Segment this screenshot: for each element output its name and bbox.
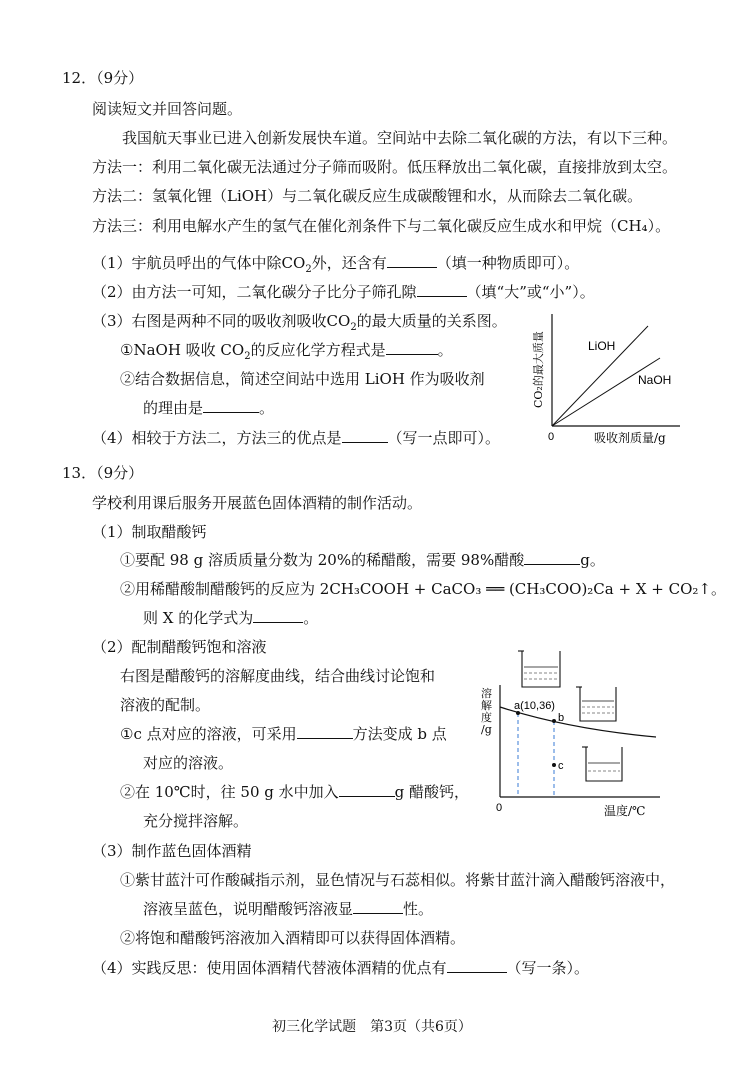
x-axis-label: 温度/℃ xyxy=(604,804,646,818)
q13-part3-2: ②将饱和醋酸钙溶液加入酒精即可以获得固体酒精。 xyxy=(120,929,466,947)
answer-blank[interactable] xyxy=(297,724,353,739)
q13-part3: （3）制作蓝色固体酒精 xyxy=(92,842,252,860)
q13-part2-1: ①c 点对应的溶液，可采用 方法变成 b 点 xyxy=(120,725,447,743)
q13-part2-2c: 充分搅拌溶解。 xyxy=(143,812,249,830)
answer-blank[interactable] xyxy=(524,550,580,565)
q12-sub3-1: ①NaOH 吸收 $CO_2$的反应化学方程式是 。 xyxy=(120,341,453,362)
y-axis-label-1: 溶 xyxy=(481,687,492,700)
naoh-line xyxy=(552,358,660,426)
beaker-icon xyxy=(582,747,622,781)
answer-blank[interactable] xyxy=(386,340,438,355)
q13-intro: 学校利用课后服务开展蓝色固体酒精的制作活动。 xyxy=(92,494,423,512)
answer-blank[interactable] xyxy=(417,282,467,297)
answer-blank[interactable] xyxy=(342,428,388,443)
q12-sub3: （3）右图是两种不同的吸收剂吸收$CO_2$的最大质量的关系图。 xyxy=(92,312,507,333)
q13-part1-2b: 则 X 的化学式为 。 xyxy=(143,609,319,627)
y-axis-label-4: /g xyxy=(481,723,492,736)
naoh-label: NaOH xyxy=(638,373,672,387)
q12-sub3-2b: 的理由是 。 xyxy=(143,399,275,417)
origin-label: 0 xyxy=(548,431,555,443)
q13-number: 13．（9分） xyxy=(62,464,144,482)
q13-part2-1c: 对应的溶液。 xyxy=(143,754,234,772)
q13-part3-1: ①紫甘蓝汁可作酸碱指示剂，显色情况与石蕊相似。将紫甘蓝汁滴入醋酸钙溶液中， xyxy=(120,871,676,889)
q13-part1-1: ①要配 98 g 溶质质量分数为 20%的稀醋酸，需要 98%醋酸 g。 xyxy=(120,551,605,569)
x-axis-label: 吸收剂质量/g xyxy=(594,431,666,445)
q12-intro: 阅读短文并回答问题。 xyxy=(92,100,243,118)
y-axis-label-2: 解 xyxy=(481,699,492,712)
y-axis-label: CO₂的最大质量 xyxy=(532,331,545,408)
answer-blank[interactable] xyxy=(339,782,395,797)
q12-method-1: 方法一：利用二氧化碳无法通过分子筛而吸附。低压释放出二氧化碳，直接排放到太空。 xyxy=(92,158,678,176)
q13-part2-text1: 右图是醋酸钙的溶解度曲线，结合曲线讨论饱和 xyxy=(120,667,436,685)
answer-blank[interactable] xyxy=(253,608,303,623)
q13-part1-2: ②用稀醋酸制醋酸钙的反应为 2CH₃COOH + CaCO₃ ══ (CH₃COO)₂Ca + X + CO₂↑。 xyxy=(120,580,726,598)
q12-method-3: 方法三：利用电解水产生的氢气在催化剂条件下与二氧化碳反应生成水和甲烷（CH₄）。 xyxy=(92,217,671,235)
point-b xyxy=(552,719,556,723)
q13-part4: （4）实践反思：使用固体酒精代替液体酒精的优点有 （写一条）。 xyxy=(92,959,590,977)
answer-blank[interactable] xyxy=(203,398,259,413)
answer-blank[interactable] xyxy=(447,958,507,973)
point-a-label: a(10,36) xyxy=(514,700,555,712)
q13-part3-1b: 溶液呈蓝色，说明醋酸钙溶液显 性。 xyxy=(143,900,434,918)
q12-passage: 我国航天事业已进入创新发展快车道。空间站中去除二氧化碳的方法，有以下三种。 xyxy=(122,129,678,147)
y-axis-label-3: 度 xyxy=(481,711,492,724)
absorbent-chart xyxy=(520,308,690,450)
q12-number: 12．（9分） xyxy=(62,69,144,87)
point-b-label: b xyxy=(558,712,565,724)
beaker-icon xyxy=(576,687,616,721)
q13-part2-text2: 溶液的配制。 xyxy=(120,696,211,714)
solubility-chart xyxy=(478,645,684,825)
point-c-label: c xyxy=(558,760,564,772)
page-footer: 初三化学试题 第3页（共6页） xyxy=(272,1019,472,1035)
point-c xyxy=(552,763,556,767)
q12-method-2: 方法二：氢氧化锂（LiOH）与二氧化碳反应生成碳酸锂和水，从而除去二氧化碳。 xyxy=(92,187,643,205)
q12-sub4: （4）相较于方法二，方法三的优点是 （写一点即可）。 xyxy=(92,429,501,447)
answer-blank[interactable] xyxy=(353,899,403,914)
q12-sub3-2: ②结合数据信息，简述空间站中选用 LiOH 作为吸收剂 xyxy=(120,370,485,388)
origin-label: 0 xyxy=(496,802,503,814)
beaker-icon xyxy=(518,651,560,687)
answer-blank[interactable] xyxy=(387,253,437,268)
lioh-label: LiOH xyxy=(588,339,616,353)
q12-sub1: （1）宇航员呼出的气体中除$CO_2$外，还含有 （填一种物质即可）。 xyxy=(92,254,580,275)
q13-part1: （1）制取醋酸钙 xyxy=(92,523,207,541)
q12-sub2: （2）由方法一可知，二氧化碳分子比分子筛孔隙 （填“大”或“小”）。 xyxy=(92,283,595,301)
q13-part2-2: ②在 10℃时，往 50 g 水中加入 g 醋酸钙， xyxy=(120,783,470,801)
q13-part2: （2）配制醋酸钙饱和溶液 xyxy=(92,638,267,656)
